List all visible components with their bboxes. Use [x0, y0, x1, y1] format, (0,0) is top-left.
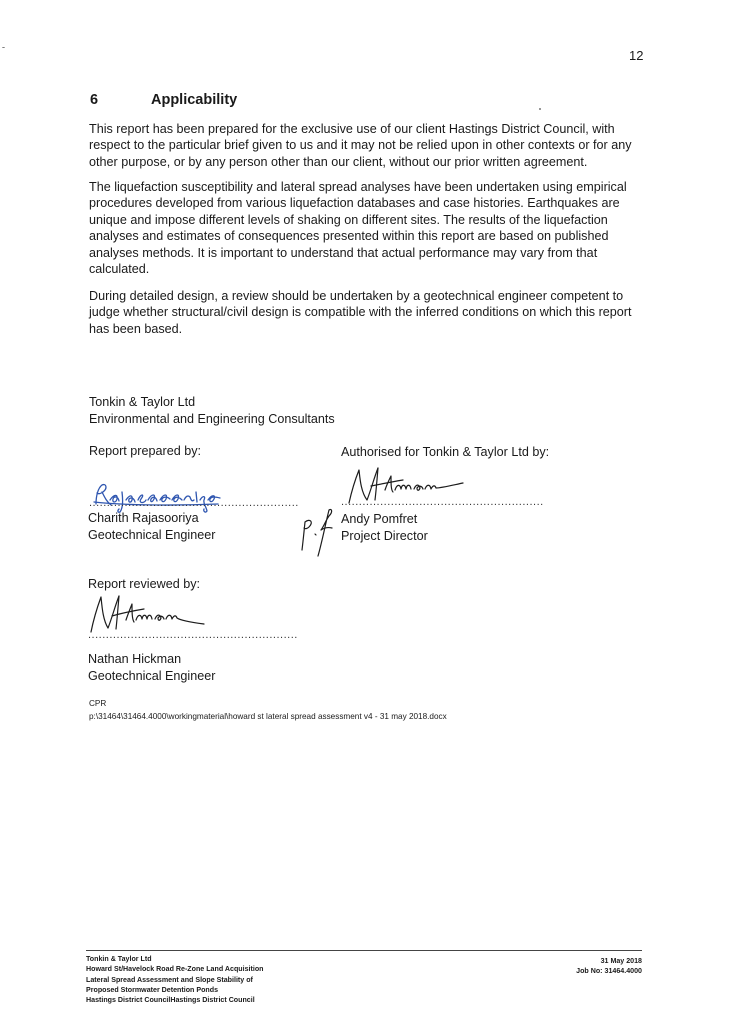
reviewed-signatory: Nathan Hickman	[88, 652, 182, 666]
authorised-signature-line: .........................................................	[341, 496, 544, 508]
footer-job-info	[576, 956, 642, 977]
footer-line: Hastings District CouncilHastings District Council	[86, 996, 255, 1005]
document-reference	[89, 698, 447, 723]
section-title: Applicability	[151, 92, 238, 108]
authorised-signatory: Andy Pomfret	[341, 512, 418, 526]
file-path: p:\31464\31464.4000\workingmaterial\howard st lateral spread assessment v4 - 31 may 2018.docx	[89, 711, 447, 721]
footer-line: Howard St/Havelock Road Re-Zone Land Acquisition	[86, 965, 264, 974]
reviewed-role: Geotechnical Engineer	[88, 669, 216, 683]
authorised-pp-mark	[296, 506, 336, 558]
section-heading	[90, 92, 237, 108]
authorised-by-label: Authorised for Tonkin & Taylor Ltd by:	[341, 445, 550, 459]
scan-speck	[2, 47, 5, 48]
company-name: Tonkin & Taylor Ltd	[89, 395, 196, 409]
prepared-signatory: Charith Rajasooriya	[88, 511, 199, 525]
prepared-role: Geotechnical Engineer	[88, 528, 216, 542]
footer-job-number: Job No: 31464.4000	[576, 967, 642, 976]
company-subtitle: Environmental and Engineering Consultants	[89, 412, 335, 426]
footer-project-info	[86, 954, 264, 1005]
footer-line: Proposed Stormwater Detention Ponds	[86, 985, 219, 994]
footer-line: Tonkin & Taylor Ltd	[86, 955, 152, 963]
authorised-role: Project Director	[341, 529, 428, 543]
prepared-by-label: Report prepared by:	[89, 444, 202, 458]
author-initials: CPR	[89, 699, 107, 708]
paragraph-exclusive-use: This report has been prepared for the exclusive use of our client Hastings District Council, with respect to the particular brief given to us and it may not be relied upon in other contexts or for any other purpose, or by any person other than our client, without our prior written agreement.	[89, 122, 632, 169]
paragraph-liquefaction: The liquefaction susceptibility and lateral spread analyses have been undertaken using empirical procedures developed from various liquefaction databases and case histories. Earthquakes are unique and impose different levels of shaking on different sites. The results of the liquefaction analyses and estimates of consequences presented within this report are based on published analyses methods. It is important to understand that actual performance may vary from that calculated.	[89, 180, 627, 277]
footer-date: 31 May 2018	[600, 957, 642, 965]
section-number: 6	[90, 92, 99, 108]
page-number: 12	[629, 48, 644, 63]
scan-speck	[539, 108, 541, 110]
reviewed-signature-line: ...........................................................	[88, 629, 298, 641]
footer-rule	[86, 950, 642, 951]
prepared-signature-line: ...........................................................	[89, 497, 299, 509]
footer-line: Lateral Spread Assessment and Slope Stability of	[86, 975, 253, 984]
paragraph-detailed-design: During detailed design, a review should be undertaken by a geotechnical engineer competent to judge whether structural/civil design is compatible with the inferred conditions on which this report has been based.	[89, 289, 632, 336]
reviewed-by-label: Report reviewed by:	[88, 577, 200, 591]
